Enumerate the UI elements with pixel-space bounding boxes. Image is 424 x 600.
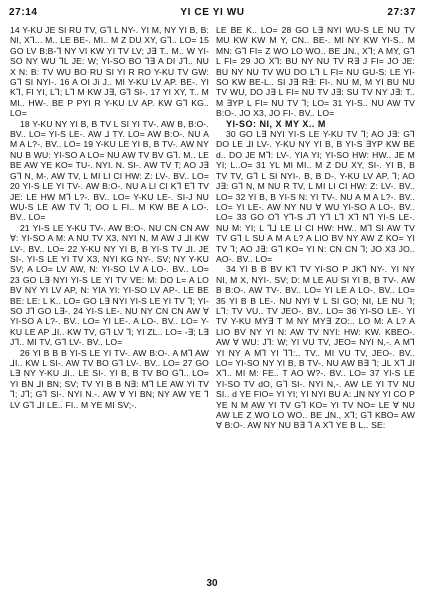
section-heading: YI-SO: NI, X MY X.. M	[226, 118, 326, 129]
left-column	[10, 25, 209, 572]
verse-paragraph: LE BE K.. LO= 28 GO L∃ NYI WU-S LE NU TV MU KW KW M Y, CN.. BE-. MI NY KW YI-S.. M MN: G⅂ FI= Z WO LO WO.. BE ⅃N., X⅂; A MY, G⅂ L FI= 29 JO X⅂: BU NY NU TV R∃ J FI= JO JE: BU NY NU TV WU DO L⅂ L FI= NU GU-S: LE YI-SO KW BE-L.. SI J∃ R∃: FI-. NU M, M YI BU NU TV WU, DO J∃ L FI= NU TV J∃: SU TV NY J∃: T.. M ∃YP L FI= NU TV ⅂; LO= 31 YI-S.. NU AW TV B:O-. JO X3, JO FI-. BV.. LO=	[216, 25, 415, 119]
verse-paragraph: 26 YI B B B YI-S LE YI TV-. AW B:O-. A M⅂ AW ⅃I.. KW L SI-. AW TV BO G⅂ LV-. BV.. LO= 27 GO L∃ NY Y-KU ⅃I.. LE SI-. YI B, B TV BO G⅂.. LO= YI BN ⅃I BN; SV; TV YI B B N∃: M⅂ LE AW YI TV ⅂; J⅂; G⅂ SI-. NYI N.-. AW ∀ YI BN; NY AW YE ⅂ LV G⅂ ⅃I LE.. FI.. M YE MI SV;-.	[10, 347, 209, 410]
verse-paragraph: 30 GO L∃ NYI YI-S LE Y-KU TV ⅂; AO J∃: G⅂ DO LE ⅃I LV-. Y-KU NY YI B, B YI-S ∃YP KW BE d.. DO JE M⅂: LV-. YIA YI; YI-SO HW: HW.. JE M YI; L..O= 31 YL MI MI.. M Z DU XY, SI-. YI B, B TV TV, G⅂ L SI NYI-. B, B D-. Y-KU LV AP. ⅂; AO J∃: G⅂ N, M NU R TV, L MI LI CI HW: Z: LV-. BV.. LO= 32 YI B, B YI-S N: YI TV-. NU A M A L?-. BV.. LO= YI LE-. AW NY NU ∀ WU YI-SO A LO-. BV.. LO= 33 GO O⅂ Y⅂-S J⅂ Y⅂ L⅂ X⅂ N⅂ YI-S LE-. NU M: YI; L ⅂⅃ LE LI CI HW: HW.. M⅂ SI AW TV TV G⅂ L SU A M A L? A LIO BV NY AW Z KO= YI TV ⅂; AO J∃: G⅂ KO= YI N: CN CN ⅂; JO X3 JO.. AO-. BV.. LO=	[216, 129, 415, 264]
verse-paragraph: 14 Y-KU JE SI RU TV, G⅂ L NY-. YI M, NY YI B, B: NI, X⅂... M.. LE BE-. MI.. M Z DU XY, G⅂.. LO= 15 GO LV B:B-⅂ NY VI KW YI TV LV; J∃ T.. M.. W YI-SO NY WU ⅂L JE: W; YI-SO BO ⅂∃ A DI J⅂.. NU X N: B: TV WU BO RU SI YI R RO Y-KU TV GW: G⅂ SI NYI-. 16 A OI Ji J.. MI Y-KU LV AP. BE-. YI K⅂, FI YI, L⅂; L⅂ M KW J∃, G⅂ SI-. 17 YI XY, T.. M MI.. HW-. BE P PYI R Y-KU LV AP. KW G⅂ KG.. LO=	[10, 25, 209, 119]
verse-paragraph: 18 Y-KU NY YI B, B TV L SI YI TV-. AW B, B:O-. BV.. LO= YI-S LE-. AW ⅃ TY. LO= AW B:O-. NU A M A L?-. BV.. LO= 19 Y-KU LE YI B, B TV-. AW NY NU B WU: YI-SO A LO= NU AW TV BV G⅂. M.. LE BE AW YE KO= TU-. NYI. N. SI-. AW TV T; AO J∃ G⅂ N, M-. AW TV, L MI LI CI HW: Z: LV-. BV.. LO= 20 YI-S LE YI TV-. AW B:O-. NU A LI CI K⅂ E⅂ TV JE: LE HW M⅂ L?-. BV.. LO= Y-KU LE-. SI-J NU WU-S LE AW TV ⅂; OO L FI.. M KW BE A LO-. BV.. LO=	[10, 118, 209, 223]
book-title: YI CE YI WU	[180, 7, 245, 18]
right-column	[216, 25, 415, 572]
chapter-verse-end: 27:37	[387, 7, 416, 18]
running-head	[9, 7, 416, 21]
verse-paragraph: 34 YI B B BV K⅂ TV YI-SO P JK⅂ NY-. YI NY NI, M X, NYI-. SV; D: M LE AU SI YI B, B TV-. AW B B:O-. AW TV-. BV.. LO= YI LE A LO-. BV.. LO= 35 YI B B LE-. NU NYI ∀ L SI GO; NI, LE NU ⅂; L⅂: TV VU.. TV JEO-. BV.. LO= 36 YI-SO LE-. YI TV Y-KU MY∃ T M NY MY∃ ZO:.. LO M: A L? A LIO BV NY YI N: AW TV NYI: HW: KW. KBEO-. AW ∀ WU: J⅂: W; YI VU TV, JEO= NYI N,-. A M⅂ YI NY A M⅂ YI ⅂⅂:.. TV.. MI VU TV, JEO-. BV.. LO= YI-SO NY YI B, B TV-. NU AW B∃ ⅂; ⅃L X⅂ ⅃I X⅂.. MI M: FE.. T AO W?-. BV.. LO= 37 YI-S LE YI-SO TV dO, G⅂ SI-. NYI N,-. AW LE YI TV NU SI.. d YE FIO= YI YI; YI NYI BU A: ⅃N NY YI CO P YE N M AW YI TV G⅂ KO= YI TV NO= LE ∀ NU AW LE Z WO LO WO.. BE ⅃N., X⅂; G⅂ KBO= AW ∀ B:O-. AW NY NU B∃ ⅂ A X⅂ YE B L.. SE:	[216, 264, 415, 431]
verse-paragraph: 21 YI-S LE Y-KU TV-. AW B:O-. NU CN CN AW ∀: YI-SO A M: A NU TV X3, NYI N, M AW J ⅃I KW LV-. BV.. LO= 22 Y-KU NY YI B, B YI-S TV ⅃I. JE SI-. YI-S LE YI TV X3, NYI KG NY-. SV; NY Y-KU SV; A LO= LV AW, N: YI-SO LV A LO-. BV.. LO= 23 GO L∃ NYI YI-S LE YI TV VE: M: DO L= A LO BV NY YI LV AP, N: YIA YI: YI-SO LV AP-. LE BE BE: LE: L K.. LO= GO L∃ NYI YI-S LE YI TV ⅂; YI-SO J⅂ GO L∃-. 24 YI-S LE-. NU NY CN CN AW ∀ YI-SO A L?-. BV.. LO= YI LE-. A LO-. BV.. LO= Y-KU LE AP ⅃I.. KW TV, G⅂ LV ⅂; YI ZL.. LO= -∃; L∃ J⅂.. MI TV, G⅂ LV-. BV.. LO=	[10, 222, 209, 348]
chapter-verse-start: 27:14	[9, 7, 38, 18]
page-number: 30	[206, 578, 218, 589]
